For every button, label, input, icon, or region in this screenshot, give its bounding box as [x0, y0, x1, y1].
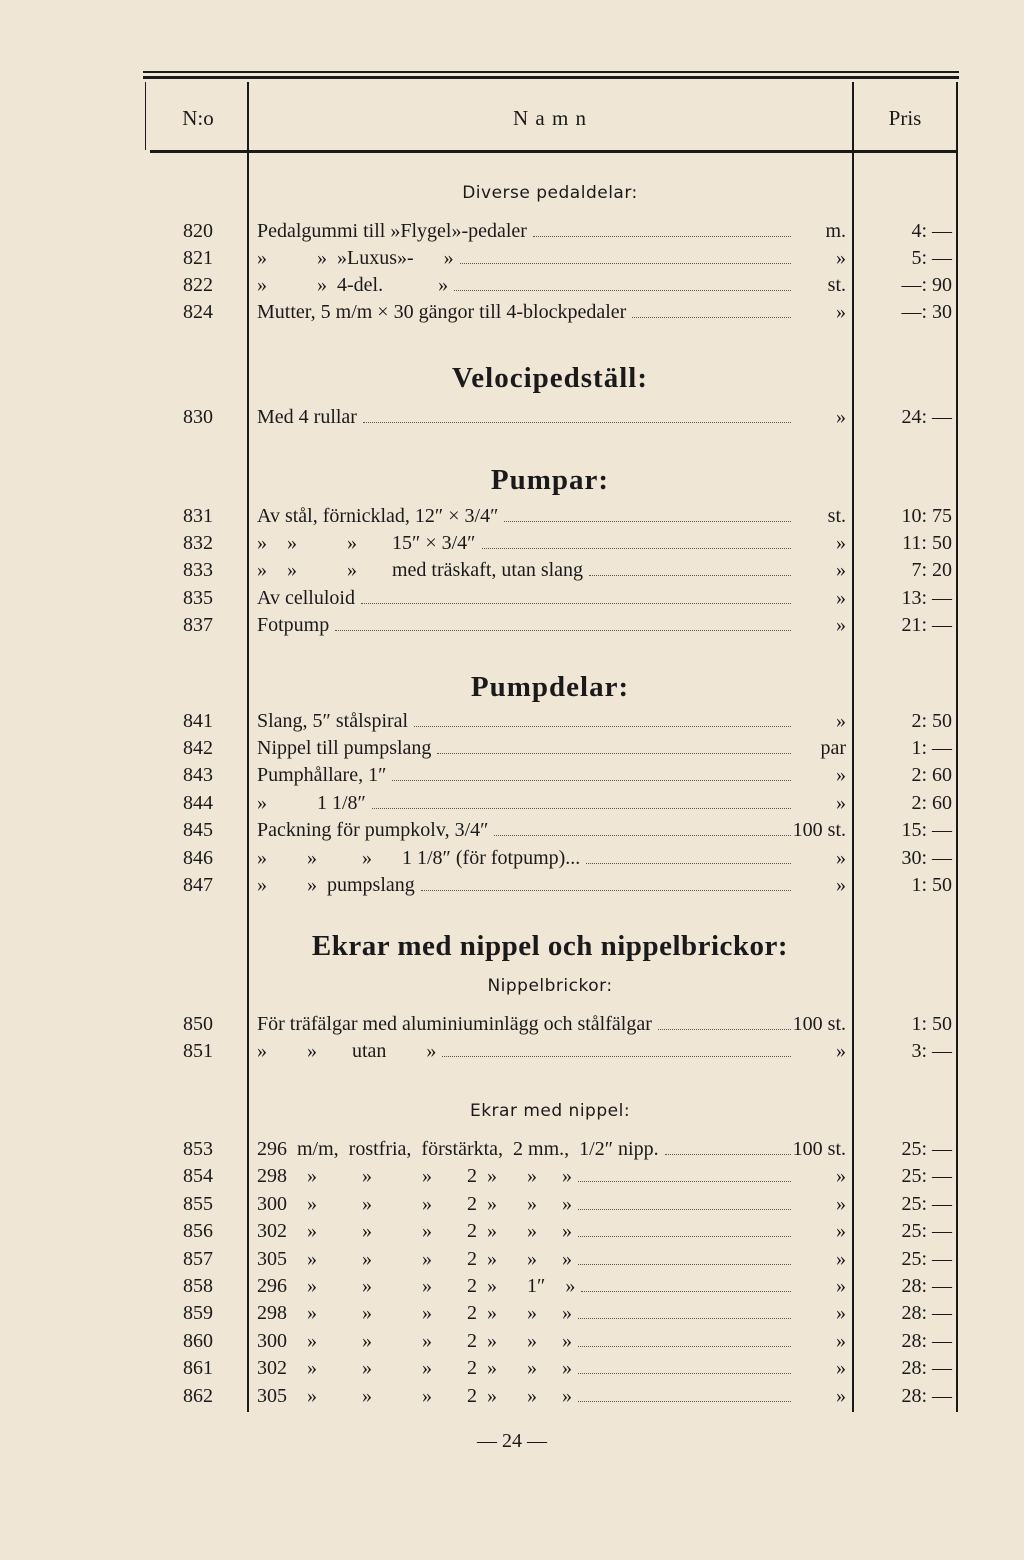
item-price: 4: —: [911, 220, 952, 242]
item-price: 30: —: [901, 847, 952, 869]
item-name: » » pumpslang: [257, 874, 415, 896]
table-row: [150, 404, 958, 431]
dotted-leader: [372, 808, 791, 809]
item-name: 305 » » » 2 » » »: [257, 1385, 572, 1407]
item-price: 25: —: [901, 1220, 952, 1242]
table-row: [150, 1191, 958, 1218]
item-number: 858: [183, 1275, 213, 1297]
item-name-cell: [257, 1383, 797, 1410]
item-name-cell: [257, 790, 797, 817]
item-name: 298 » » » 2 » » »: [257, 1302, 572, 1324]
item-number: 841: [183, 710, 213, 732]
dotted-leader: [460, 263, 791, 264]
item-name-cell: [257, 557, 797, 584]
column-header-no: N:o: [182, 106, 214, 130]
item-name: Pumphållare, 1″: [257, 764, 387, 786]
item-name-cell: [257, 1011, 797, 1038]
table-row: [150, 272, 958, 299]
item-number: 822: [183, 274, 213, 296]
item-number: 857: [183, 1248, 213, 1270]
section-title-pumpdelar: Pumpdelar:: [470, 671, 630, 703]
table-row: [150, 872, 958, 899]
item-name-cell: [257, 503, 797, 530]
item-name-cell: [257, 872, 797, 899]
item-name: Med 4 rullar: [257, 406, 357, 428]
item-name: Slang, 5″ stålspiral: [257, 710, 409, 732]
item-price: 28: —: [901, 1385, 952, 1407]
item-name: Fotpump: [257, 614, 330, 636]
table-row: [150, 612, 958, 639]
item-price: 5: —: [911, 247, 952, 269]
item-price: —: 90: [901, 274, 952, 296]
table-row: [150, 790, 958, 817]
item-name: » » 4-del. »: [257, 274, 449, 296]
item-name-cell: [257, 245, 797, 272]
item-price: —: 30: [901, 301, 952, 323]
item-number: 860: [183, 1330, 213, 1352]
item-name-cell: [257, 299, 797, 326]
header-bottom-rule: [150, 150, 956, 153]
dotted-leader: [581, 1291, 791, 1292]
table-row: [150, 1383, 958, 1410]
table-row: [150, 585, 958, 612]
item-name-cell: [257, 1300, 797, 1327]
item-name-cell: [257, 817, 797, 844]
page-number: — 24 —: [477, 1430, 547, 1452]
item-price: 10: 75: [901, 505, 952, 527]
table-row: [150, 1355, 958, 1382]
item-unit: »: [836, 1193, 846, 1215]
item-unit: »: [836, 1220, 846, 1242]
item-unit: »: [836, 1357, 846, 1379]
dotted-leader: [421, 890, 791, 891]
item-name: 296 m/m, rostfria, förstärkta, 2 mm., 1/2″ nipp.: [257, 1138, 659, 1160]
item-name-cell: [257, 530, 797, 557]
dotted-leader: [578, 1264, 791, 1265]
item-price: 11: 50: [902, 532, 952, 554]
dotted-leader: [589, 575, 791, 576]
item-unit: »: [836, 1040, 846, 1062]
item-number: 845: [183, 819, 213, 841]
item-number: 850: [183, 1013, 213, 1035]
item-price: 25: —: [901, 1248, 952, 1270]
item-name-cell: [257, 585, 797, 612]
item-name: Nippel till pumpslang: [257, 737, 432, 759]
item-price: 28: —: [901, 1357, 952, 1379]
item-unit: »: [836, 874, 846, 896]
item-name-cell: [257, 735, 797, 762]
item-number: 842: [183, 737, 213, 759]
table-row: [150, 530, 958, 557]
item-name-cell: [257, 272, 797, 299]
item-number: 844: [183, 792, 213, 814]
item-name: 302 » » » 2 » » »: [257, 1220, 572, 1242]
item-name-cell: [257, 1191, 797, 1218]
item-name: 296 » » » 2 » 1″ »: [257, 1275, 576, 1297]
table-row: [150, 1011, 958, 1038]
dotted-leader: [442, 1056, 791, 1057]
dotted-leader: [437, 753, 791, 754]
dotted-leader: [504, 521, 791, 522]
table-row: [150, 817, 958, 844]
dotted-leader: [392, 780, 791, 781]
item-number: 837: [183, 614, 213, 636]
item-number: 833: [183, 559, 213, 581]
item-price: 2: 60: [911, 764, 952, 786]
dotted-leader: [578, 1318, 791, 1319]
table-row: [150, 845, 958, 872]
item-name-cell: [257, 612, 797, 639]
table-row: [150, 762, 958, 789]
item-number: 851: [183, 1040, 213, 1062]
frame-left: [145, 82, 146, 150]
dotted-leader: [578, 1346, 791, 1347]
item-unit: 100 st.: [792, 819, 846, 841]
item-price: 24: —: [901, 406, 952, 428]
item-name-cell: [257, 1328, 797, 1355]
item-price: 1: 50: [911, 1013, 952, 1035]
item-name: » » utan »: [257, 1040, 437, 1062]
item-price: 25: —: [901, 1138, 952, 1160]
dotted-leader: [578, 1181, 791, 1182]
item-price: 3: —: [911, 1040, 952, 1062]
item-name-cell: [257, 1038, 797, 1065]
item-unit: 100 st.: [792, 1013, 846, 1035]
section-title-pumpar: Pumpar:: [490, 464, 610, 496]
item-name-cell: [257, 1246, 797, 1273]
item-number: 859: [183, 1302, 213, 1324]
item-name-cell: [257, 404, 797, 431]
table-row: [150, 1246, 958, 1273]
item-name: » » » 1 1/8″ (för fotpump)...: [257, 847, 581, 869]
item-price: 28: —: [901, 1302, 952, 1324]
item-name: » » » 15″ × 3/4″: [257, 532, 476, 554]
item-unit: »: [836, 301, 846, 323]
item-number: 856: [183, 1220, 213, 1242]
item-name-cell: [257, 1273, 797, 1300]
item-unit: »: [836, 1165, 846, 1187]
item-number: 862: [183, 1385, 213, 1407]
item-name-cell: [257, 1218, 797, 1245]
dotted-leader: [533, 236, 791, 237]
dotted-leader: [335, 630, 791, 631]
item-name: Packning för pumpkolv, 3/4″: [257, 819, 489, 841]
item-unit: m.: [825, 220, 846, 242]
dotted-leader: [632, 317, 791, 318]
item-name: Pedalgummi till »Flygel»-pedaler: [257, 220, 527, 242]
item-price: 25: —: [901, 1193, 952, 1215]
section-title-diverse-pedaldelar: Diverse pedaldelar:: [462, 183, 638, 203]
item-number: 847: [183, 874, 213, 896]
table-row: [150, 1273, 958, 1300]
item-number: 830: [183, 406, 213, 428]
table-row: [150, 1163, 958, 1190]
table-row: [150, 1038, 958, 1065]
item-name: » » » med träskaft, utan slang: [257, 559, 584, 581]
table-row: [150, 503, 958, 530]
item-price: 28: —: [901, 1330, 952, 1352]
dotted-leader: [494, 835, 791, 836]
item-name-cell: [257, 708, 797, 735]
item-number: 855: [183, 1193, 213, 1215]
item-number: 832: [183, 532, 213, 554]
item-number: 846: [183, 847, 213, 869]
item-name-cell: [257, 1163, 797, 1190]
item-unit: »: [836, 247, 846, 269]
table-row: [150, 735, 958, 762]
item-price: 25: —: [901, 1165, 952, 1187]
dotted-leader: [578, 1373, 791, 1374]
column-header-price: Pris: [888, 106, 922, 130]
section-title-nippelbrickor: Nippelbrickor:: [487, 976, 613, 996]
dotted-leader: [586, 863, 791, 864]
item-unit: »: [836, 847, 846, 869]
item-unit: st.: [827, 274, 846, 296]
dotted-leader: [454, 290, 791, 291]
item-number: 831: [183, 505, 213, 527]
item-number: 843: [183, 764, 213, 786]
item-number: 824: [183, 301, 213, 323]
item-unit: st.: [827, 505, 846, 527]
item-name: » » »Luxus»- »: [257, 247, 454, 269]
item-unit: »: [836, 710, 846, 732]
item-price: 28: —: [901, 1275, 952, 1297]
table-row: [150, 1328, 958, 1355]
item-price: 13: —: [901, 587, 952, 609]
item-name-cell: [257, 1136, 797, 1163]
dotted-leader: [578, 1401, 791, 1402]
item-unit: »: [836, 1385, 846, 1407]
item-unit: »: [836, 587, 846, 609]
item-price: 2: 60: [911, 792, 952, 814]
table-row: [150, 1218, 958, 1245]
item-name-cell: [257, 762, 797, 789]
top-rule-thin: [143, 71, 959, 73]
item-unit: »: [836, 406, 846, 428]
item-number: 853: [183, 1138, 213, 1160]
item-unit: 100 st.: [792, 1138, 846, 1160]
item-number: 835: [183, 587, 213, 609]
item-unit: »: [836, 1330, 846, 1352]
item-number: 821: [183, 247, 213, 269]
item-name: Av celluloid: [257, 587, 355, 609]
item-name: 300 » » » 2 » » »: [257, 1330, 572, 1352]
item-price: 7: 20: [911, 559, 952, 581]
dotted-leader: [482, 548, 792, 549]
item-price: 2: 50: [911, 710, 952, 732]
item-number: 861: [183, 1357, 213, 1379]
dotted-leader: [578, 1209, 791, 1210]
table-row: [150, 708, 958, 735]
section-title-ekrar-med-nippel: Ekrar med nippel:: [469, 1101, 631, 1121]
top-rule-thick: [143, 76, 959, 79]
dotted-leader: [363, 422, 791, 423]
item-price: 1: 50: [911, 874, 952, 896]
table-row: [150, 245, 958, 272]
item-unit: »: [836, 1302, 846, 1324]
table-row: [150, 299, 958, 326]
item-unit: »: [836, 1248, 846, 1270]
item-unit: par: [820, 737, 846, 759]
item-name-cell: [257, 1355, 797, 1382]
item-name-cell: [257, 845, 797, 872]
item-price: 21: —: [901, 614, 952, 636]
dotted-leader: [361, 603, 791, 604]
item-name: Mutter, 5 m/m × 30 gängor till 4-blockpedaler: [257, 301, 627, 323]
item-name: » 1 1/8″: [257, 792, 366, 814]
item-price: 15: —: [901, 819, 952, 841]
item-number: 854: [183, 1165, 213, 1187]
section-title-ekrar-med-nippel-och-nippelbrickor: Ekrar med nippel och nippelbrickor:: [311, 930, 789, 962]
table-row: [150, 218, 958, 245]
item-unit: »: [836, 559, 846, 581]
table-row: [150, 1300, 958, 1327]
item-name: 300 » » » 2 » » »: [257, 1193, 572, 1215]
dotted-leader: [578, 1236, 791, 1237]
item-name-cell: [257, 218, 797, 245]
item-name: För träfälgar med aluminiuminlägg och stålfälgar: [257, 1013, 652, 1035]
item-unit: »: [836, 764, 846, 786]
item-unit: »: [836, 1275, 846, 1297]
item-unit: »: [836, 614, 846, 636]
item-name: 305 » » » 2 » » »: [257, 1248, 572, 1270]
column-header-name: N a m n: [512, 106, 588, 130]
item-name: 302 » » » 2 » » »: [257, 1357, 572, 1379]
section-title-velocipedstall: Velocipedställ:: [452, 362, 648, 394]
item-number: 820: [183, 220, 213, 242]
item-unit: »: [836, 792, 846, 814]
table-row: [150, 557, 958, 584]
table-row: [150, 1136, 958, 1163]
item-name: Av stål, förnicklad, 12″ × 3/4″: [257, 505, 499, 527]
dotted-leader: [414, 726, 791, 727]
item-name: 298 » » » 2 » » »: [257, 1165, 572, 1187]
item-unit: »: [836, 532, 846, 554]
item-price: 1: —: [911, 737, 952, 759]
